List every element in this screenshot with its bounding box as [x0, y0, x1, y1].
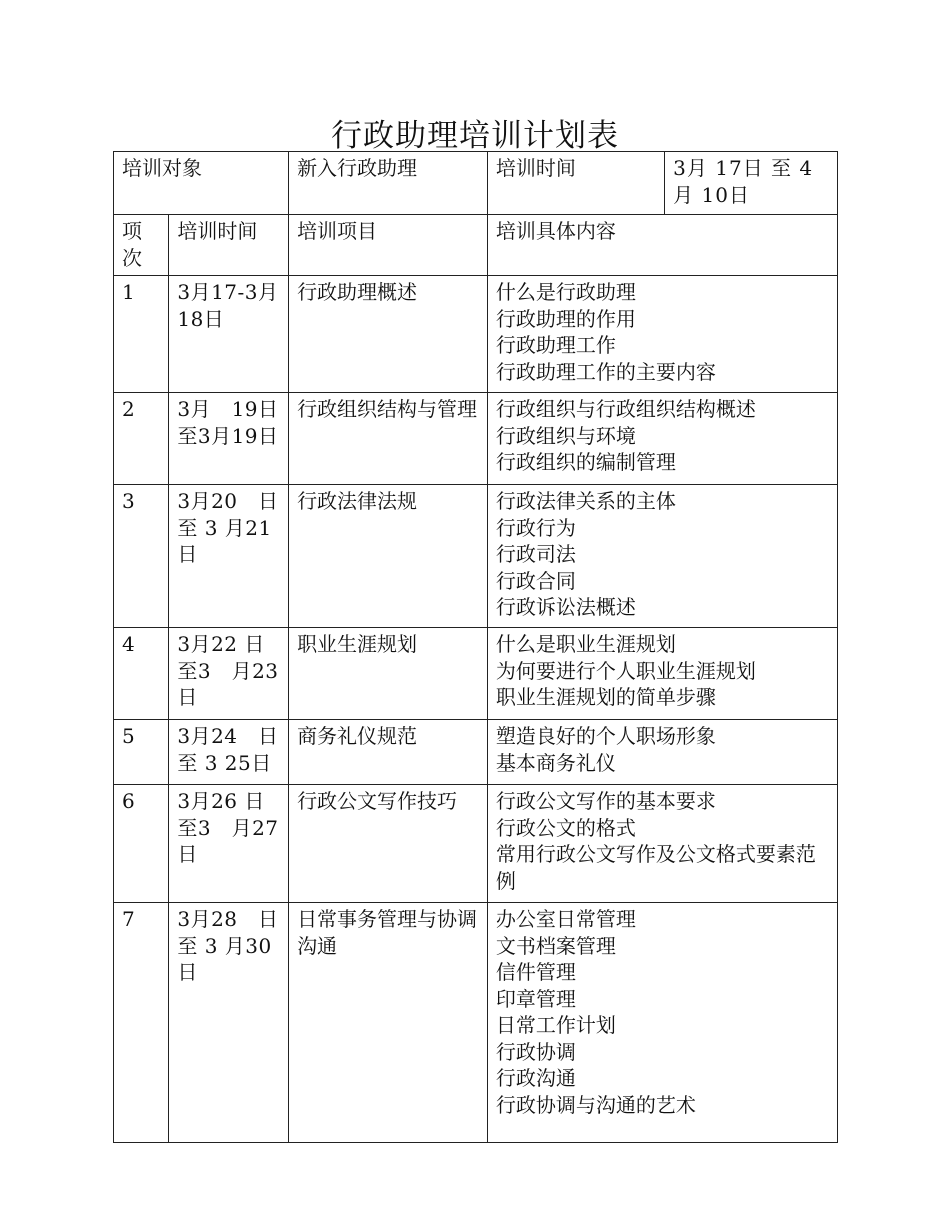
content-line: 行政诉讼法概述: [495, 595, 636, 619]
content-line: 行政协调: [495, 1039, 576, 1064]
row-content: [487, 628, 837, 720]
content-line: 行政沟通: [495, 1066, 576, 1090]
row-date: 3月28 日至 3 月30日: [169, 903, 289, 1143]
row-topic: 商务礼仪规范: [289, 720, 488, 785]
content-line: 印章管理: [495, 986, 576, 1011]
row-topic: 行政公文写作技巧: [289, 785, 488, 903]
content-line: 什么是行政助理: [495, 280, 636, 304]
col-header-topic: 培训项目: [289, 215, 488, 276]
row-number: 2: [114, 393, 169, 485]
training-plan-table: [113, 151, 838, 1143]
row-topic: 职业生涯规划: [289, 628, 488, 720]
content-line: 办公室日常管理: [495, 907, 636, 931]
row-topic: 日常事务管理与协调沟通: [289, 903, 488, 1143]
row-content: [487, 720, 837, 785]
row-content: [487, 903, 837, 1143]
row-content: [487, 785, 837, 903]
content-line: 信件管理: [495, 960, 576, 984]
content-line: 行政司法: [495, 542, 576, 566]
content-line: 基本商务礼仪: [495, 750, 616, 775]
content-line: 为何要进行个人职业生涯规划: [495, 658, 756, 683]
document-title: 行政助理培训计划表: [331, 118, 619, 154]
table-row: [114, 485, 838, 628]
row-topic: 行政法律法规: [289, 485, 488, 628]
row-date: 3月 19日至3月19日: [169, 393, 289, 485]
row-number: 6: [114, 785, 169, 903]
content-line: 行政公文写作的基本要求: [495, 789, 716, 813]
row-number: 7: [114, 903, 169, 1143]
header-row: [114, 152, 838, 215]
table-row: [114, 720, 838, 785]
content-line: 行政组织与行政组织结构概述: [495, 397, 756, 421]
col-header-no: 项次: [114, 215, 169, 276]
content-line: 文书档案管理: [495, 933, 616, 958]
row-number: 4: [114, 628, 169, 720]
row-content: [487, 485, 837, 628]
row-number: 3: [114, 485, 169, 628]
row-number: 5: [114, 720, 169, 785]
row-date: 3月22 日至3 月23日: [169, 628, 289, 720]
col-header-content: 培训具体内容: [487, 215, 837, 276]
content-line: 行政公文的格式: [495, 815, 636, 840]
row-date: 3月24 日至 3 25日: [169, 720, 289, 785]
col-header-date: 培训时间: [169, 215, 289, 276]
row-content: [487, 276, 837, 393]
column-header-row: [114, 215, 838, 276]
content-line: 行政助理的作用: [495, 306, 636, 331]
content-line: 职业生涯规划的简单步骤: [495, 685, 716, 709]
content-line: 行政法律关系的主体: [495, 489, 676, 513]
table-row: [114, 785, 838, 903]
row-date: 3月17-3月 18日: [169, 276, 289, 393]
row-number: 1: [114, 276, 169, 393]
time-value: 3月 17日 至 4月 10日: [665, 152, 838, 215]
row-date: 3月20 日至 3 月21日: [169, 485, 289, 628]
row-content: [487, 393, 837, 485]
content-line: 行政组织与环境: [495, 423, 636, 448]
target-label: 培训对象: [114, 152, 289, 215]
row-topic: 行政组织结构与管理: [289, 393, 488, 485]
content-line: 常用行政公文写作及公文格式要素范例: [495, 842, 816, 893]
content-line: 塑造良好的个人职场形象: [495, 724, 716, 748]
row-date: 3月26 日至3 月27日: [169, 785, 289, 903]
content-line: 行政组织的编制管理: [495, 450, 676, 474]
content-line: 行政合同: [495, 568, 576, 593]
content-line: 行政助理工作的主要内容: [495, 359, 716, 384]
content-line: 行政协调与沟通的艺术: [495, 1092, 696, 1117]
content-line: 行政行为: [495, 515, 576, 540]
time-label: 培训时间: [487, 152, 664, 215]
table-row: [114, 393, 838, 485]
content-line: 日常工作计划: [495, 1013, 616, 1037]
table-body: [114, 276, 838, 1143]
table-row: [114, 276, 838, 393]
content-line: 什么是职业生涯规划: [495, 632, 676, 656]
table-row: [114, 903, 838, 1143]
target-value: 新入行政助理: [289, 152, 488, 215]
content-line: 行政助理工作: [495, 333, 616, 357]
row-topic: 行政助理概述: [289, 276, 488, 393]
table-row: [114, 628, 838, 720]
